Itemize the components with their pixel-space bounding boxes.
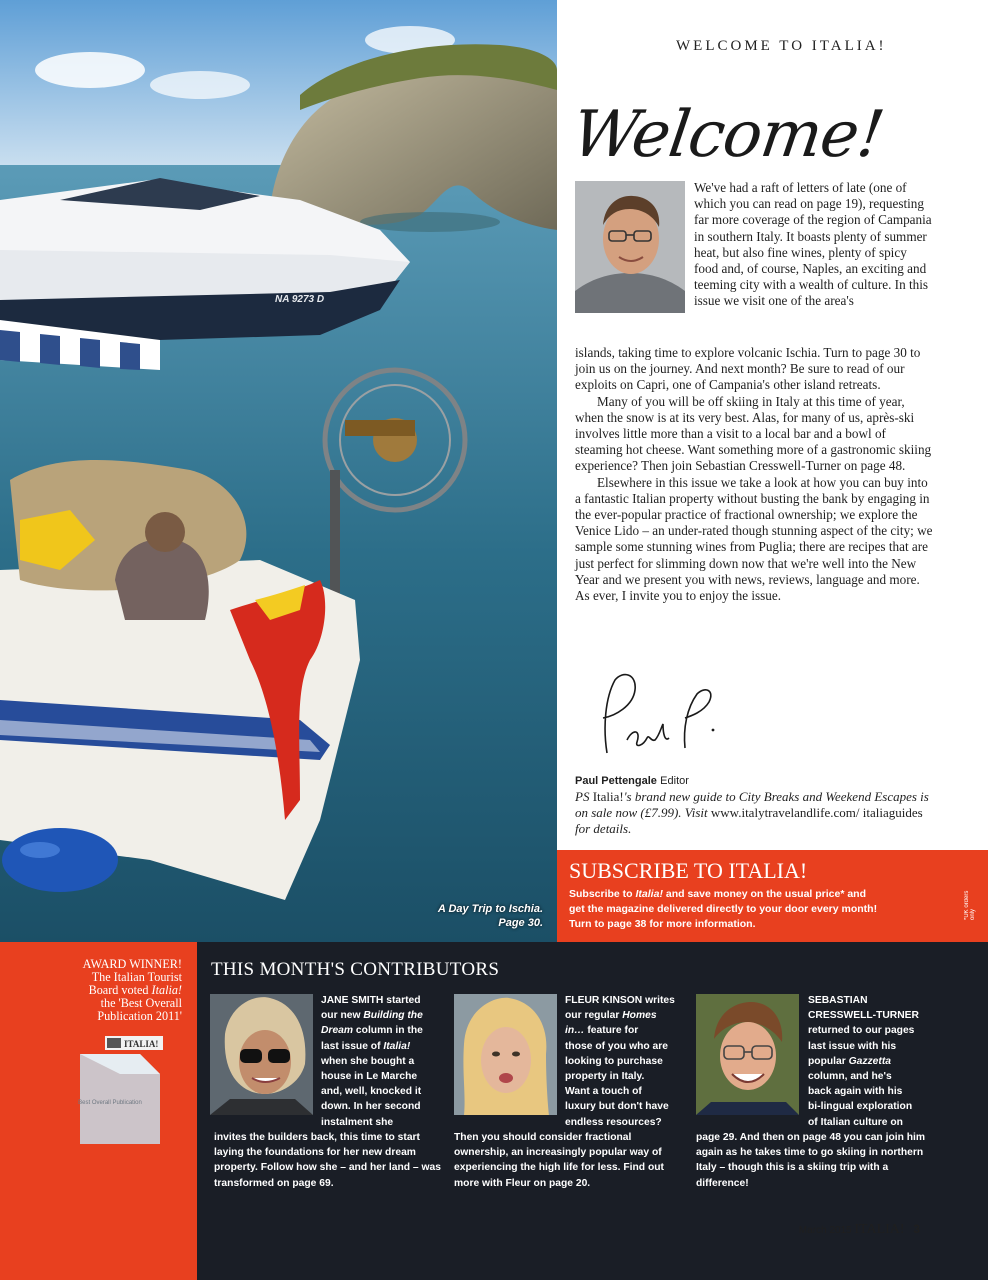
subscribe-small-print: *UK orders only	[964, 890, 976, 920]
contributor-sebastian-name-first: SEBASTIAN	[808, 995, 868, 1006]
jane-line-5: when she bought a	[321, 1055, 415, 1067]
subscribe-line-2: get the magazine delivered directly to your door every month!	[569, 903, 878, 915]
sebastian-line-8: bi-lingual exploration	[808, 1101, 913, 1113]
contributor-jane-bio: invites the builders back, this time to start laying the foundations for her new dream property. Follow how she – and her land – was transformed on page 69.	[214, 1132, 441, 1189]
footer-date: March 2015	[798, 1225, 852, 1236]
fleur-line-2-em: Homes	[622, 1010, 657, 1022]
sebastian-line-3: returned to our pages	[808, 1025, 915, 1037]
jane-line-6: house in Le Marche	[321, 1071, 418, 1083]
editor-portrait	[575, 181, 685, 313]
editorial-intro: We've had a raft of letters of late (one of which you can read on page 19), requesting far more coverage of the region of Campania in southern Italy. It boasts plenty of summer heat, but also fine wines, plenty of spicy food and, of course, Naples, an exciting and teeming city with a wealth of culture. In this issue we visit one of the area's	[694, 180, 932, 309]
jane-line-4-em: Italia!	[383, 1040, 411, 1052]
award-line-5: Publication 2011'	[97, 1009, 182, 1023]
fleur-line-3: feature for	[584, 1025, 639, 1037]
editor-name: Paul Pettengale	[575, 775, 657, 787]
award-text	[16, 958, 182, 1023]
sebastian-line-5: popular	[808, 1055, 849, 1067]
contributor-jane-name: JANE SMITH	[321, 995, 384, 1006]
fleur-line-5: looking to purchase	[565, 1055, 663, 1067]
subscribe-line-1: Subscribe to	[569, 888, 636, 900]
award-line-2: The Italian Tourist	[91, 970, 182, 984]
jane-line-7: and, well, knocked it	[321, 1086, 422, 1098]
footer-magazine: ITALIA!	[854, 1222, 905, 1237]
sebastian-line-5-em: Gazzetta	[848, 1055, 891, 1067]
jane-line-2: our new	[321, 1010, 364, 1022]
fleur-line-4: those of you who are	[565, 1040, 668, 1052]
fleur-line-8: luxury but don't have	[565, 1101, 669, 1113]
contributor-sebastian-bio: page 29. And then on page 48 you can join him again as he takes time to go skiing in northern Italy – though this is a skiing trip with a difference!	[696, 1132, 926, 1189]
page-number: 3	[913, 1222, 920, 1236]
subscribe-magazine-name: Italia!	[635, 888, 663, 900]
contributor-sebastian-photo	[696, 994, 799, 1115]
cover-photo-ischia	[0, 0, 557, 942]
jane-line-4: last issue of	[321, 1040, 384, 1052]
contributor-fleur-photo	[454, 994, 557, 1115]
ps-label: PS	[575, 789, 590, 804]
award-magazine-name: Italia!	[151, 983, 182, 997]
contributor-sebastian-name-last: CRESSWELL-TURNER	[808, 1010, 919, 1022]
fleur-line-3-em: in…	[565, 1025, 585, 1037]
editorial-paragraph-3: Elsewhere in this issue we take a look at how you can buy into a fantastic Italian property without busting the bank by engaging in the ever-popular practice of fractional ownership; we explore the Venice Lido – an under-rated though stunning aspect of the city; we sample some stunning wines from Puglia; there are recipes that are just perfect for slimming down now that we're well into the New Year and we present you with news, reviews, language and more. As ever, I invite you to enjoy the issue.	[575, 474, 933, 604]
contributor-fleur-name: FLEUR KINSON	[565, 995, 643, 1006]
boat-registration: NA 9273 D	[275, 294, 325, 305]
welcome-heading: Welcome!	[567, 98, 888, 172]
ps-note	[575, 789, 935, 837]
contributor-fleur-bio: Then you should consider fractional ownership, an increasingly popular way of experiencing the high life for less. Find out more with Fleur on page 20.	[454, 1132, 664, 1189]
editor-credit	[575, 772, 935, 837]
jane-line-3-em: Dream	[321, 1025, 354, 1037]
contributor-jane-intro	[321, 993, 441, 1130]
trophy-text: Best Overall Publication	[78, 1100, 142, 1106]
fleur-line-9: endless resources?	[565, 1116, 662, 1128]
ps-url-link[interactable]: www.italytravelandlife.com/ italiaguides	[710, 805, 923, 820]
jane-line-3: column in the	[353, 1025, 423, 1037]
jane-line-1: started	[383, 995, 421, 1006]
ps-text: 's brand new guide to City Breaks and Weekend Escapes is on sale now (£7.99). Visit	[575, 789, 929, 820]
editorial-paragraph-2: Many of you will be off skiing in Italy at this time of year, when the snow is at its very best. Alas, for many of us, après-ski involves little more than a visit to a local bar and a bowl of steaming hot cheese. Want something more of a gastronomic skiing experience? Then join Sebastian Cresswell-Turner on page 48.	[575, 393, 932, 474]
award-line-3: Board voted	[88, 983, 152, 997]
editor-role: Editor	[660, 775, 689, 787]
contributor-fleur-intro	[565, 993, 685, 1130]
ps-magazine: Italia!	[592, 789, 624, 804]
subscribe-body	[569, 887, 889, 932]
contributor-jane-photo	[210, 994, 313, 1115]
sebastian-line-6: column, and he's	[808, 1071, 892, 1083]
trophy-logo: ITALIA!	[124, 1039, 159, 1049]
photo-caption-page: Page 30.	[498, 917, 543, 929]
editorial-body	[575, 345, 933, 604]
award-panel	[0, 942, 197, 1280]
trophy-image	[60, 1034, 175, 1144]
fleur-line-7: Want a touch of	[565, 1086, 642, 1098]
sebastian-line-4: last issue with his	[808, 1040, 897, 1052]
fleur-line-1: writes	[642, 995, 675, 1006]
photo-caption	[343, 902, 543, 930]
jane-line-2-em: Building the	[363, 1010, 423, 1022]
page-footer	[799, 1222, 920, 1238]
photo-caption-title: A Day Trip to Ischia.	[437, 903, 543, 915]
ps-end: for details.	[575, 821, 632, 836]
contributors-panel	[197, 942, 988, 1280]
award-line-4: the 'Best Overall	[100, 996, 182, 1010]
contributor-sebastian-intro	[808, 993, 948, 1130]
fleur-line-2: our regular	[565, 1010, 623, 1022]
subscribe-line-1-end: and save money on the usual price* and	[662, 888, 867, 900]
subscribe-title: SUBSCRIBE TO ITALIA!	[569, 858, 808, 883]
section-title: WELCOME TO ITALIA!	[676, 38, 887, 54]
subscribe-panel[interactable]	[557, 850, 988, 942]
jane-line-9: instalment she	[321, 1116, 394, 1128]
sebastian-line-7: back again with his	[808, 1086, 903, 1098]
sebastian-line-9: of Italian culture on	[808, 1116, 903, 1128]
subscribe-line-3: Turn to page 38 for more information.	[569, 918, 756, 930]
editor-signature	[585, 668, 725, 763]
editorial-paragraph-1-cont: islands, taking time to explore volcanic Ischia. Turn to page 30 to join us on the journey. And next month? Be sure to read of our exploits on Capri, one of Campania's other island retreats.	[575, 345, 921, 393]
contributors-title: THIS MONTH'S CONTRIBUTORS	[211, 959, 500, 980]
fleur-line-6: property in Italy.	[565, 1071, 645, 1083]
jane-line-8: down. In her second	[321, 1101, 421, 1113]
award-title: AWARD WINNER!	[82, 957, 182, 971]
